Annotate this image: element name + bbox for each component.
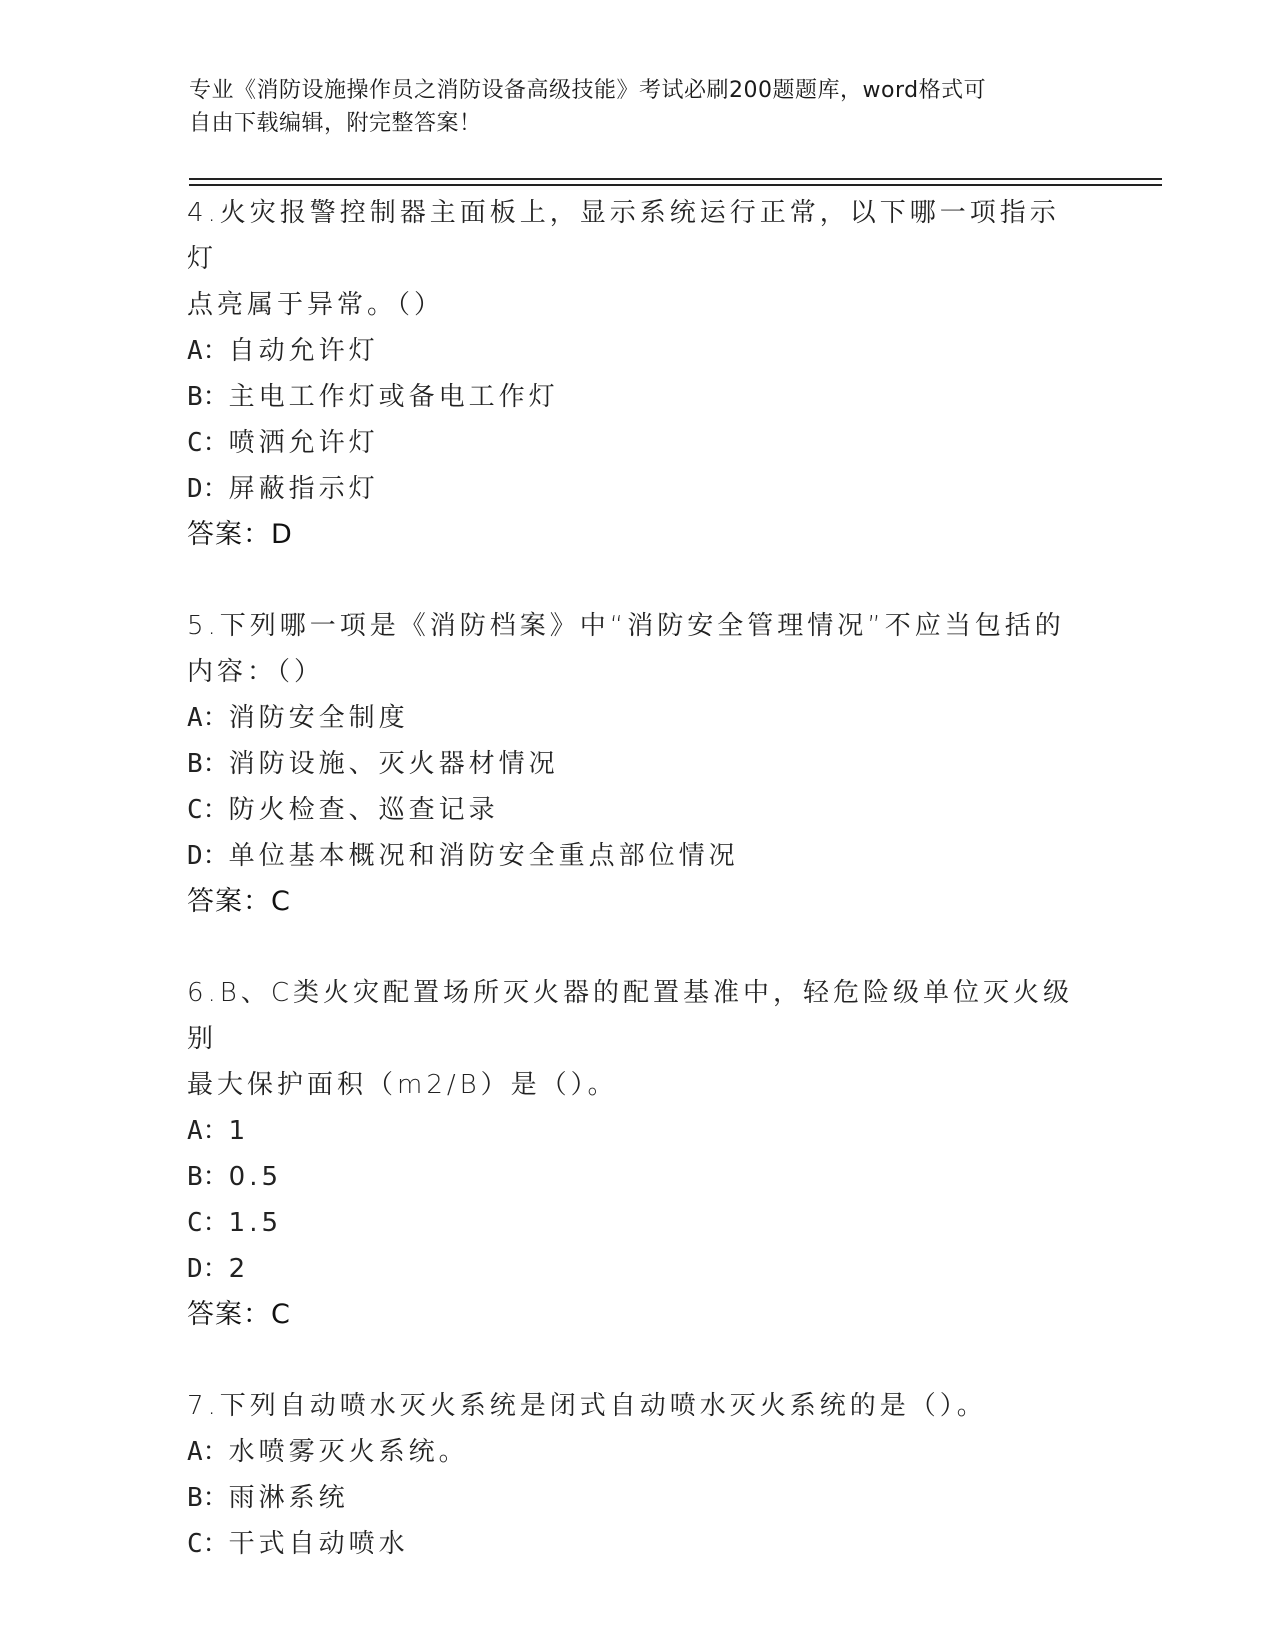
header-divider-bottom bbox=[189, 184, 1162, 186]
question-stem: 5.下列哪一项是《消防档案》中“消防安全管理情况”不应当包括的 bbox=[187, 611, 1065, 641]
option-text: 自动允许灯 bbox=[228, 336, 379, 366]
question-list bbox=[187, 190, 1087, 1612]
question-4 bbox=[187, 190, 1087, 558]
option-key: A： bbox=[187, 336, 229, 366]
option-text: 单位基本概况和消防安全重点部位情况 bbox=[228, 841, 739, 871]
option-key: D： bbox=[187, 841, 229, 871]
option-text: 消防安全制度 bbox=[228, 703, 409, 733]
option-text: 1 bbox=[228, 1116, 250, 1146]
question-stem: 7.下列自动喷水灭火系统是闭式自动喷水灭火系统的是（）。 bbox=[187, 1391, 987, 1421]
option-text: 水喷雾灭火系统。 bbox=[228, 1437, 469, 1467]
option-key: A： bbox=[187, 703, 229, 733]
header-line-2: 自由下载编辑，附完整答案！ bbox=[189, 111, 482, 136]
answer-line: 答案：C bbox=[187, 886, 291, 917]
option-c bbox=[187, 420, 1087, 466]
option-c bbox=[187, 1200, 1087, 1246]
question-stem-continued: 点亮属于异常。（） bbox=[187, 290, 445, 320]
option-text: 雨淋系统 bbox=[228, 1483, 349, 1513]
question-stem-continued: 内容：（） bbox=[187, 657, 325, 687]
option-key: C： bbox=[187, 1529, 229, 1559]
document-header bbox=[189, 74, 1089, 140]
option-a bbox=[187, 695, 1087, 741]
option-d bbox=[187, 833, 1087, 879]
question-6 bbox=[187, 970, 1087, 1338]
option-text: 干式自动喷水 bbox=[228, 1529, 409, 1559]
question-stem-continued: 最大保护面积（m2/B）是（）。 bbox=[187, 1070, 618, 1100]
option-b bbox=[187, 741, 1087, 787]
option-key: C： bbox=[187, 1208, 229, 1238]
header-line-1: 专业《消防设施操作员之消防设备高级技能》考试必刷200题题库，word格式可 bbox=[189, 78, 987, 103]
option-key: B： bbox=[187, 1162, 229, 1192]
option-key: C： bbox=[187, 428, 229, 458]
option-b bbox=[187, 374, 1087, 420]
option-key: A： bbox=[187, 1437, 229, 1467]
question-5 bbox=[187, 603, 1087, 925]
question-7 bbox=[187, 1383, 1087, 1567]
option-b bbox=[187, 1154, 1087, 1200]
option-key: D： bbox=[187, 474, 229, 504]
question-stem: 6.B、C类火灾配置场所灭火器的配置基准中，轻危险级单位灭火级别 bbox=[187, 978, 1073, 1054]
option-a bbox=[187, 328, 1087, 374]
option-key: A： bbox=[187, 1116, 229, 1146]
option-text: 主电工作灯或备电工作灯 bbox=[228, 382, 559, 412]
answer-line: 答案：C bbox=[187, 1299, 291, 1330]
question-stem: 4.火灾报警控制器主面板上，显示系统运行正常，以下哪一项指示灯 bbox=[187, 198, 1060, 274]
option-c bbox=[187, 1521, 1087, 1567]
header-divider-top bbox=[189, 178, 1162, 180]
option-text: 1.5 bbox=[228, 1208, 283, 1238]
option-text: 0.5 bbox=[228, 1162, 283, 1192]
option-key: C： bbox=[187, 795, 229, 825]
option-text: 喷洒允许灯 bbox=[228, 428, 379, 458]
option-key: B： bbox=[187, 749, 229, 779]
answer-line: 答案：D bbox=[187, 519, 293, 550]
option-d bbox=[187, 1246, 1087, 1292]
option-a bbox=[187, 1429, 1087, 1475]
option-key: B： bbox=[187, 1483, 229, 1513]
option-a bbox=[187, 1108, 1087, 1154]
option-key: B： bbox=[187, 382, 229, 412]
option-d bbox=[187, 466, 1087, 512]
option-text: 2 bbox=[228, 1254, 250, 1284]
option-text: 屏蔽指示灯 bbox=[228, 474, 379, 504]
option-c bbox=[187, 787, 1087, 833]
option-b bbox=[187, 1475, 1087, 1521]
option-text: 防火检查、巡查记录 bbox=[228, 795, 499, 825]
option-text: 消防设施、灭火器材情况 bbox=[228, 749, 559, 779]
option-key: D： bbox=[187, 1254, 229, 1284]
